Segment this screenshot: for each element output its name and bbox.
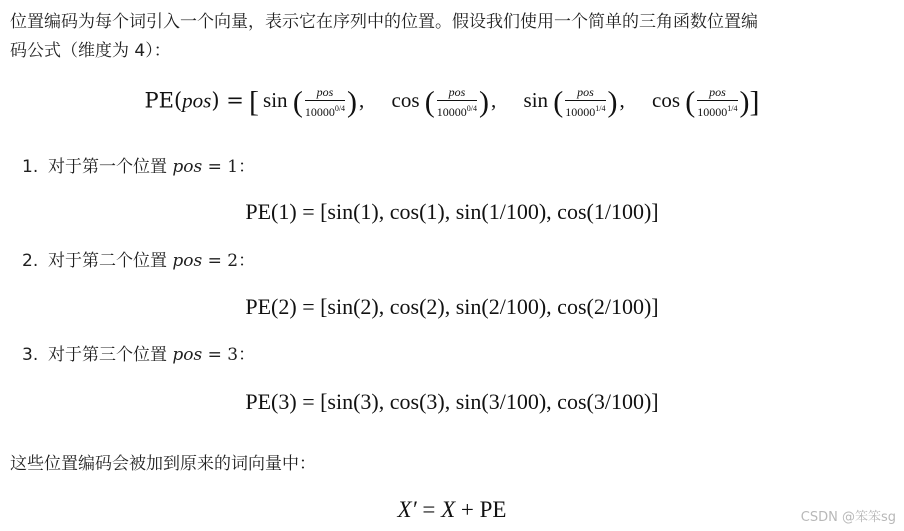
formula-term-1-fraction: [305, 86, 345, 119]
paren-close: ): [607, 85, 618, 119]
paren-open: (: [685, 85, 696, 119]
list-item-eq: = 1: [202, 157, 239, 177]
list-item-eq: = 2: [202, 251, 239, 271]
list-item-text: 对于第二个位置: [48, 251, 167, 271]
list-item-colon: ：: [238, 251, 256, 271]
equation-pos-3: PE(3) = [sin(3), cos(3), sin(3/100), cos(3/100)]: [245, 389, 659, 414]
formula-term-3-fn: sin: [523, 88, 549, 113]
paren-close: ): [479, 85, 490, 119]
formula-term-3-fraction: [565, 86, 605, 119]
list-item: [22, 154, 255, 180]
fraction-denominator: $10000^{0/4}$: [304, 104, 346, 119]
intro-line-1: 位置编码为每个词引入一个向量，表示它在序列中的位置。假设我们使用一个简单的三角函数位置编: [10, 12, 758, 32]
formula-lhs-var: pos: [182, 88, 212, 113]
final-equation: [0, 497, 904, 523]
list-item-var: pos: [172, 345, 203, 365]
bracket-close: ]: [749, 85, 760, 119]
formula-term-4-fn: cos: [652, 88, 681, 113]
outro-paragraph: 这些位置编码会被加到原来的词向量中：: [10, 454, 316, 474]
formula-term-1-fn: sin: [263, 88, 288, 113]
formula-lhs-close: ) =: [211, 88, 244, 113]
final-lhs: X′: [397, 497, 417, 522]
final-x: X: [441, 497, 456, 522]
fraction-numerator: pos: [437, 86, 477, 101]
bracket-open: [: [249, 85, 260, 119]
formula-term-2-fraction: [437, 86, 477, 119]
list-item-number: 2.: [22, 251, 39, 271]
list-item-var: pos: [172, 157, 203, 177]
paren-open: (: [424, 85, 435, 119]
list-item-colon: ：: [238, 157, 256, 177]
paren-close: ): [347, 85, 358, 119]
formula-term-4-fraction: [697, 86, 737, 119]
fraction-denominator: $10000^{1/4}$: [697, 104, 738, 119]
fraction-denominator: $10000^{0/4}$: [436, 104, 478, 119]
positional-encoding-formula: PE(pos) = [ sin ( $\frac{\text{pos}}{10000^{0/4}}$ ), cos ( $\frac{\text{pos}}{10000^{0/4}}$ ), sin ( $\frac{\text{pos}}{10000^{1/4}}$ ), cos ( $\frac{\text{pos}}{10000^{1/4}}$ )]: [144, 85, 760, 119]
list-item-var: pos: [172, 251, 203, 271]
list-item-number: 3.: [22, 345, 39, 365]
fraction-numerator: pos: [305, 86, 345, 101]
list-item-colon: ：: [238, 345, 256, 365]
equation-pos-1: PE(1) = [sin(1), cos(1), sin(1/100), cos(1/100)]: [245, 199, 659, 224]
formula-term-2-fn: cos: [391, 88, 420, 113]
list-item-text: 对于第三个位置: [48, 345, 167, 365]
paren-open: (: [553, 85, 564, 119]
final-eq: =: [416, 497, 442, 522]
list-item-number: 1.: [22, 157, 39, 177]
final-plus: + PE: [455, 497, 507, 522]
formula-lhs: PE(: [144, 88, 183, 113]
paren-close: ): [739, 85, 750, 119]
watermark: CSDN @笨笨sg: [800, 510, 896, 525]
paren-open: (: [292, 85, 303, 119]
list-item: [22, 248, 255, 274]
fraction-numerator: pos: [697, 86, 737, 101]
intro-paragraph: [10, 8, 894, 66]
equation-pos-2: PE(2) = [sin(2), cos(2), sin(2/100), cos(2/100)]: [245, 294, 659, 319]
fraction-numerator: pos: [565, 86, 605, 101]
list-item: [22, 342, 255, 368]
list-item-eq: = 3: [202, 345, 239, 365]
list-item-text: 对于第一个位置: [48, 157, 167, 177]
intro-line-2: 码公式（维度为 4）：: [10, 41, 171, 61]
fraction-denominator: $10000^{1/4}$: [565, 104, 606, 119]
